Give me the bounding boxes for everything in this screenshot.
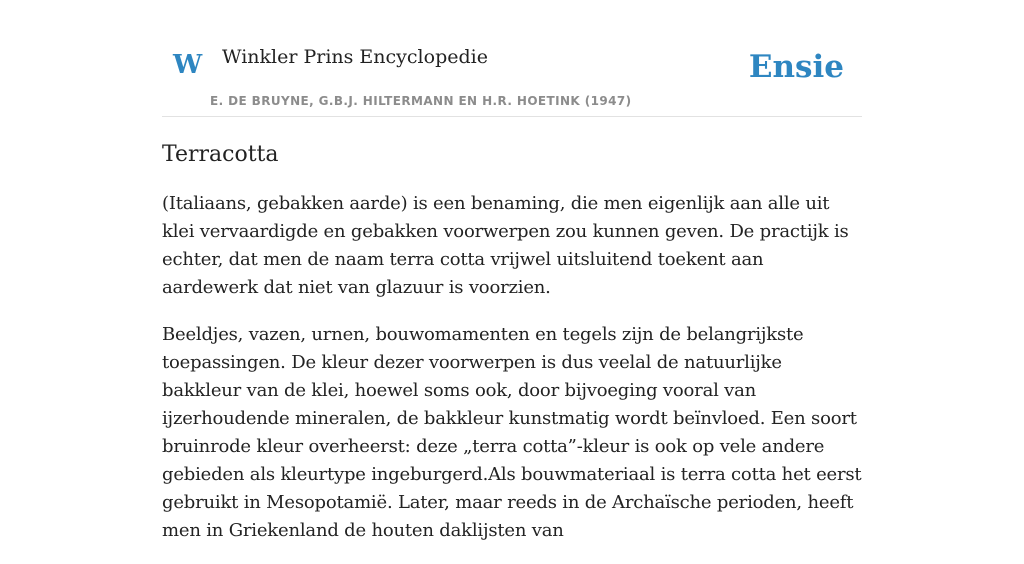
- source-header: [162, 0, 862, 117]
- source-logo-icon[interactable]: W: [173, 50, 203, 80]
- article-title: Terracotta: [162, 142, 279, 167]
- source-authors: E. DE BRUYNE, G.B.J. HILTERMANN EN H.R. HOETINK (1947): [210, 94, 632, 108]
- article-paragraph-1: (Italiaans, gebakken aarde) is een benaming, die men eigenlijk aan alle uit klei vervaardigde en gebakken voorwerpen zou kunnen geven. De practijk is echter, dat men de naam terra cotta vrijwel uitsluitend toekent aan aardewerk dat niet van glazuur is voorzien.: [162, 193, 849, 298]
- article-paragraph-2: Beeldjes, vazen, urnen, bouwomamenten en tegels zijn de belangrijkste toepassingen. De kleur dezer voorwerpen is dus veelal de natuurlijke bakkleur van de klei, hoewel soms ook, door bijvoeging vooral van ijzerhoudende mineralen, de bakkleur kunstmatig wordt beïnvloed. Een soort bruinrode kleur overheerst: deze „terra cotta”-kleur is ook op vele andere gebieden als kleurtype ingeburgerd.Als bouwmateriaal is terra cotta het eerst gebruikt in Mesopotamië. Later, maar reeds in de Archaïsche perioden, heeft men in Griekenland de houten daklijsten van: [162, 324, 862, 541]
- ensie-logo[interactable]: Ensie: [748, 49, 844, 85]
- article: [162, 140, 862, 564]
- source-title-link[interactable]: Winkler Prins Encyclopedie: [222, 46, 488, 68]
